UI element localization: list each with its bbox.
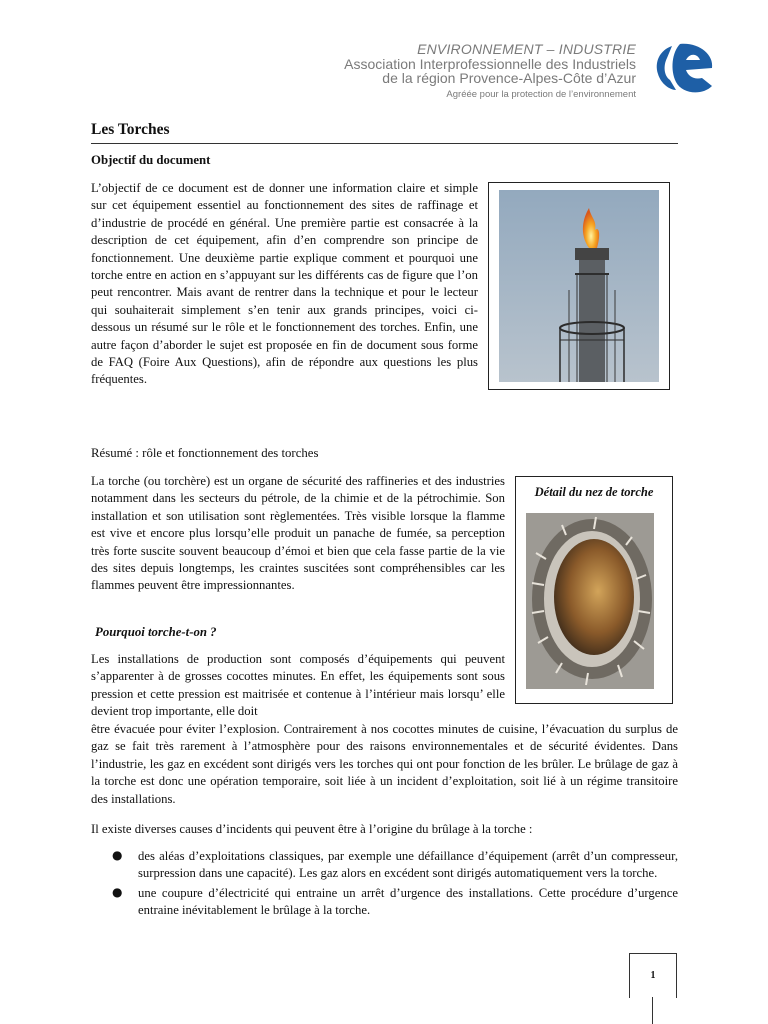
list-item-text: des aléas d’exploitations classiques, par exemple une défaillance d’équipement (arrêt d’un compresseur, surpression dans une capacité). Les gaz alors en excédent sont dirigés automatiquement vers la torche. (138, 849, 678, 881)
section-heading-resume: Résumé : rôle et fonctionnement des torches (91, 446, 319, 460)
flare-tip-photo (526, 513, 654, 689)
resume-paragraph: La torche (ou torchère) est un organe de sécurité des raffineries et des industries notamment dans les secteurs du pétrole, de la chimie et de la pétrochimie. Son installation et son utilisation sont règlementées. Très visible lorsque la flamme est vive et encore plus lorsqu’elle produit un panache de fumée, sa perception très forte suscite souvent beaucoup d’émoi et bien que cela fasse partie de la vie des sites depuis longtemps, les craintes suscitées sont compréhensibles car les flammes peuvent être impressionnantes. (91, 474, 505, 593)
list-item (112, 885, 678, 920)
pourquoi-paragraph-part1: Les installations de production sont composés d’équipements qui peuvent s’apparenter à de grosses cocottes minutes. En effet, les équipements sont sous pression et cette pression est maitrisée et contenue à l’intérieur mais lorsqu’ elle devient trop importante, elle doit (91, 652, 505, 719)
figure-caption: Détail du nez de torche (534, 485, 654, 499)
causes-list (112, 848, 678, 922)
org-line-1: Association Interprofessionnelle des Industriels (344, 55, 636, 72)
page-title: Les Torches (91, 121, 678, 144)
flare-stack-photo-frame (488, 182, 670, 390)
pourquoi-paragraph-part2: être évacuée pour éviter l’explosion. Contrairement à nos cocottes minutes de cuisine, l’évacuation du surplus de gaz se fait très rarement à l’atmosphère pour des raisons environnementales et de sécurité évidentes. Dans l’industrie, les gaz en excédent sont dirigés vers les torches qui ont pour fonction de les brûler. Le brûlage de gaz à la torche est donc une opération temporaire, soit liée à un incident d’exploitation, soit lié à un régime transitoire des installations. (91, 722, 678, 806)
subheading-pourquoi: Pourquoi torche-t-on ? (95, 625, 217, 639)
org-title: ENVIRONNEMENT – INDUSTRIE (417, 41, 636, 57)
aiiepaca-logo-icon (652, 40, 718, 96)
bullet-icon: ● (112, 848, 123, 862)
objectif-paragraph: L’objectif de ce document est de donner une information claire et simple sur cet équipement essentiel au fonctionnement des sites de raffinage et d’industrie de procédé en général. Une première partie est consacrée à la description de cet équipement, afin d’en comprendre son principe de fonctionnement. Une deuxième partie explique comment et pourquoi une torche entre en action en s’appuyant sur les différents cas de figure que l’on peut rencontrer. Mais avant de rentrer dans la technique et pour le lecteur qui souhaiterait simplement s’en tenir aux grands principes, voici ci-dessous un résumé sur le rôle et le fonctionnement des torches. Enfin, une autre façon d’aborder le sujet est proposée en fin de document sous forme de FAQ (Foire Aux Questions), afin de répondre aux questions les plus fréquentes. (91, 181, 478, 387)
flare-tip-figure (515, 476, 673, 704)
org-header (344, 42, 636, 100)
page-number: 1 (629, 953, 677, 998)
causes-intro-paragraph: Il existe diverses causes d’incidents qui peuvent être à l’origine du brûlage à la torche : (91, 822, 533, 836)
section-heading-objectif: Objectif du document (91, 153, 211, 167)
flare-stack-photo (499, 190, 659, 382)
bullet-icon: ● (112, 884, 123, 899)
org-subtitle: Agréée pour la protection de l’environnement (446, 89, 636, 101)
org-line-2: de la région Provence-Alpes-Côte d’Azur (382, 70, 636, 87)
list-item (112, 848, 678, 883)
page-number-divider (652, 997, 653, 1024)
list-item-text: une coupure d’électricité qui entraine un arrêt d’urgence des installations. Cette procédure d’urgence entraine inévitablement le brûlage à la torche. (138, 885, 678, 918)
